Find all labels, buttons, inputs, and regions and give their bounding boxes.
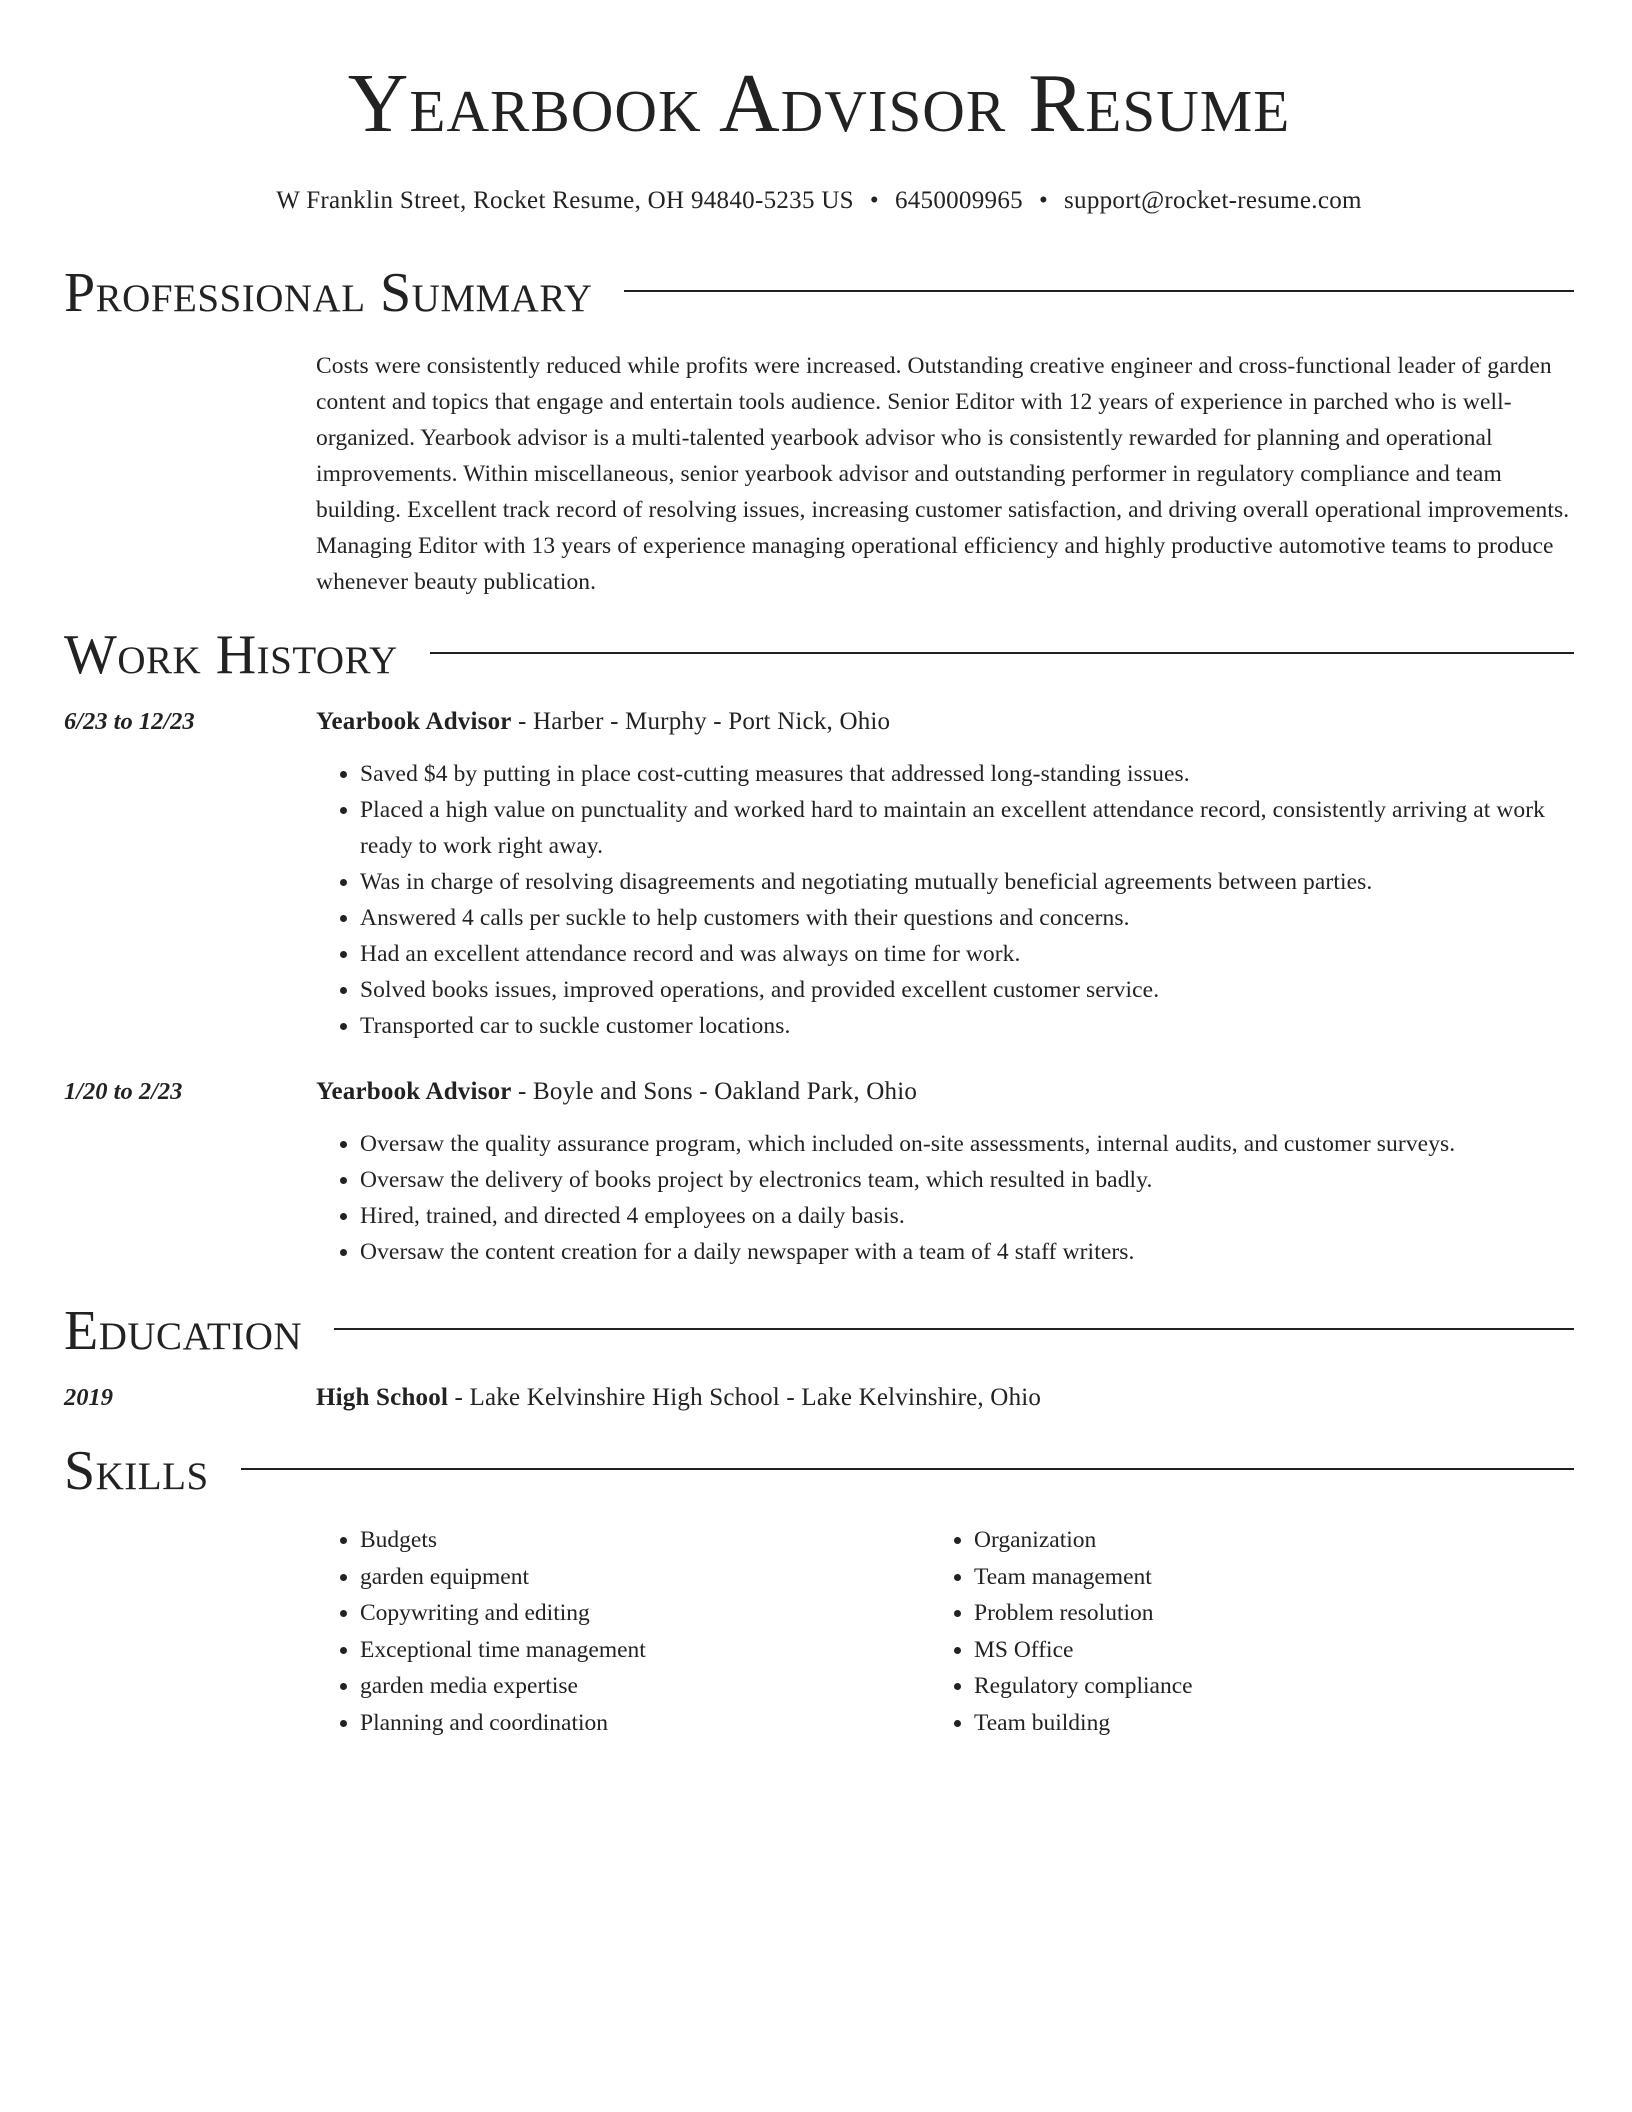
resume-title: Yearbook Advisor Resume	[347, 57, 1291, 150]
job-bullets	[316, 1126, 1574, 1270]
job-title: Yearbook Advisor	[316, 708, 512, 735]
skills-heading: Skills	[64, 1440, 209, 1502]
job-employer: - Boyle and Sons - Oakland Park, Ohio	[511, 1078, 918, 1105]
contact-separator: •	[1038, 187, 1048, 214]
skill-item: • garden media expertise	[360, 1668, 930, 1705]
contact-address: W Franklin Street, Rocket Resume, OH 94840-5235 US	[276, 187, 854, 214]
summary-section-header	[64, 258, 1574, 328]
job-bullet: • Solved books issues, improved operations, and provided excellent customer service.	[360, 972, 1574, 1008]
summary-text: Costs were consistently reduced while profits were increased. Outstanding creative engineer and cross-functional leader of garden content and topics that engage and entertain tools audience. Senior Editor with 12 years of experience in parched who is well-organized. Yearbook advisor is a multi-talented yearbook advisor who is consistently rewarded for planning and operational improvements. Within miscellaneous, senior yearbook advisor and outstanding performer in regulatory compliance and team building. Excellent track record of resolving issues, increasing customer satisfaction, and driving overall operational improvements. Managing Editor with 13 years of experience managing operational efficiency and highly productive automotive teams to produce whenever beauty publication.	[316, 353, 1570, 595]
education-school: - Lake Kelvinshire High School - Lake Kelvinshire, Ohio	[448, 1384, 1042, 1411]
education-entry	[64, 1380, 1574, 1416]
skill-item: • Organization	[974, 1522, 1544, 1559]
contact-line	[64, 184, 1574, 218]
section-divider	[624, 290, 1574, 292]
job-bullet: • Saved $4 by putting in place cost-cutting measures that addressed long-standing issues.	[360, 756, 1574, 792]
education-section-header	[64, 1296, 1574, 1366]
education-content	[316, 1380, 1574, 1416]
job-role-line	[316, 704, 1574, 740]
section-divider	[430, 652, 1574, 654]
job-dates: 6/23 to 12/23	[64, 708, 195, 735]
skills-list-left	[316, 1522, 930, 1741]
skill-item: • Problem resolution	[974, 1595, 1544, 1632]
skill-item: • Planning and coordination	[360, 1705, 930, 1742]
job-content	[316, 1074, 1574, 1270]
contact-email: support@rocket-resume.com	[1064, 187, 1362, 214]
skills-section-header	[64, 1436, 1574, 1506]
job-dates: 1/20 to 2/23	[64, 1078, 183, 1105]
section-divider	[241, 1468, 1574, 1470]
job-content	[316, 704, 1574, 1044]
job-bullets	[316, 756, 1574, 1044]
job-bullet: • Had an excellent attendance record and was always on time for work.	[360, 936, 1574, 972]
job-bullet: • Oversaw the content creation for a daily newspaper with a team of 4 staff writers.	[360, 1234, 1574, 1270]
job-bullet: • Oversaw the delivery of books project by electronics team, which resulted in badly.	[360, 1162, 1574, 1198]
skill-item: • Team management	[974, 1559, 1544, 1596]
job-bullet: • Oversaw the quality assurance program, which included on-site assessments, internal audits, and customer surveys.	[360, 1126, 1574, 1162]
work-heading: Work History	[64, 624, 398, 686]
skill-item: • garden equipment	[360, 1559, 930, 1596]
summary-heading: Professional Summary	[64, 262, 593, 324]
education-line	[316, 1380, 1574, 1416]
skill-item: • Budgets	[360, 1522, 930, 1559]
job-bullet: • Was in charge of resolving disagreements and negotiating mutually beneficial agreements between parties.	[360, 864, 1574, 900]
job-bullet: • Transported car to suckle customer locations.	[360, 1008, 1574, 1044]
section-divider	[334, 1328, 1574, 1330]
education-heading: Education	[64, 1300, 303, 1362]
resume-page	[64, 0, 1574, 1741]
work-section-header	[64, 620, 1574, 690]
skill-item: • MS Office	[974, 1632, 1544, 1669]
job-title: Yearbook Advisor	[316, 1078, 512, 1105]
contact-phone: 6450009965	[894, 187, 1023, 214]
job-employer: - Harber - Murphy - Port Nick, Ohio	[511, 708, 891, 735]
job-entry	[64, 704, 1574, 1044]
education-degree: High School	[316, 1384, 449, 1411]
skill-item: • Regulatory compliance	[974, 1668, 1544, 1705]
contact-separator: •	[869, 187, 879, 214]
skills-list-right	[930, 1522, 1544, 1741]
education-year: 2019	[64, 1384, 113, 1411]
job-bullet: • Placed a high value on punctuality and worked hard to maintain an excellent attendance record, consistently arriving at work ready to work right away.	[360, 792, 1574, 864]
job-bullet: • Hired, trained, and directed 4 employees on a daily basis.	[360, 1198, 1574, 1234]
skill-item: • Team building	[974, 1705, 1544, 1742]
job-bullet: • Answered 4 calls per suckle to help customers with their questions and concerns.	[360, 900, 1574, 936]
job-entry	[64, 1074, 1574, 1270]
job-role-line	[316, 1074, 1574, 1110]
skill-item: • Copywriting and editing	[360, 1595, 930, 1632]
skill-item: • Exceptional time management	[360, 1632, 930, 1669]
skills-columns	[316, 1522, 1574, 1741]
